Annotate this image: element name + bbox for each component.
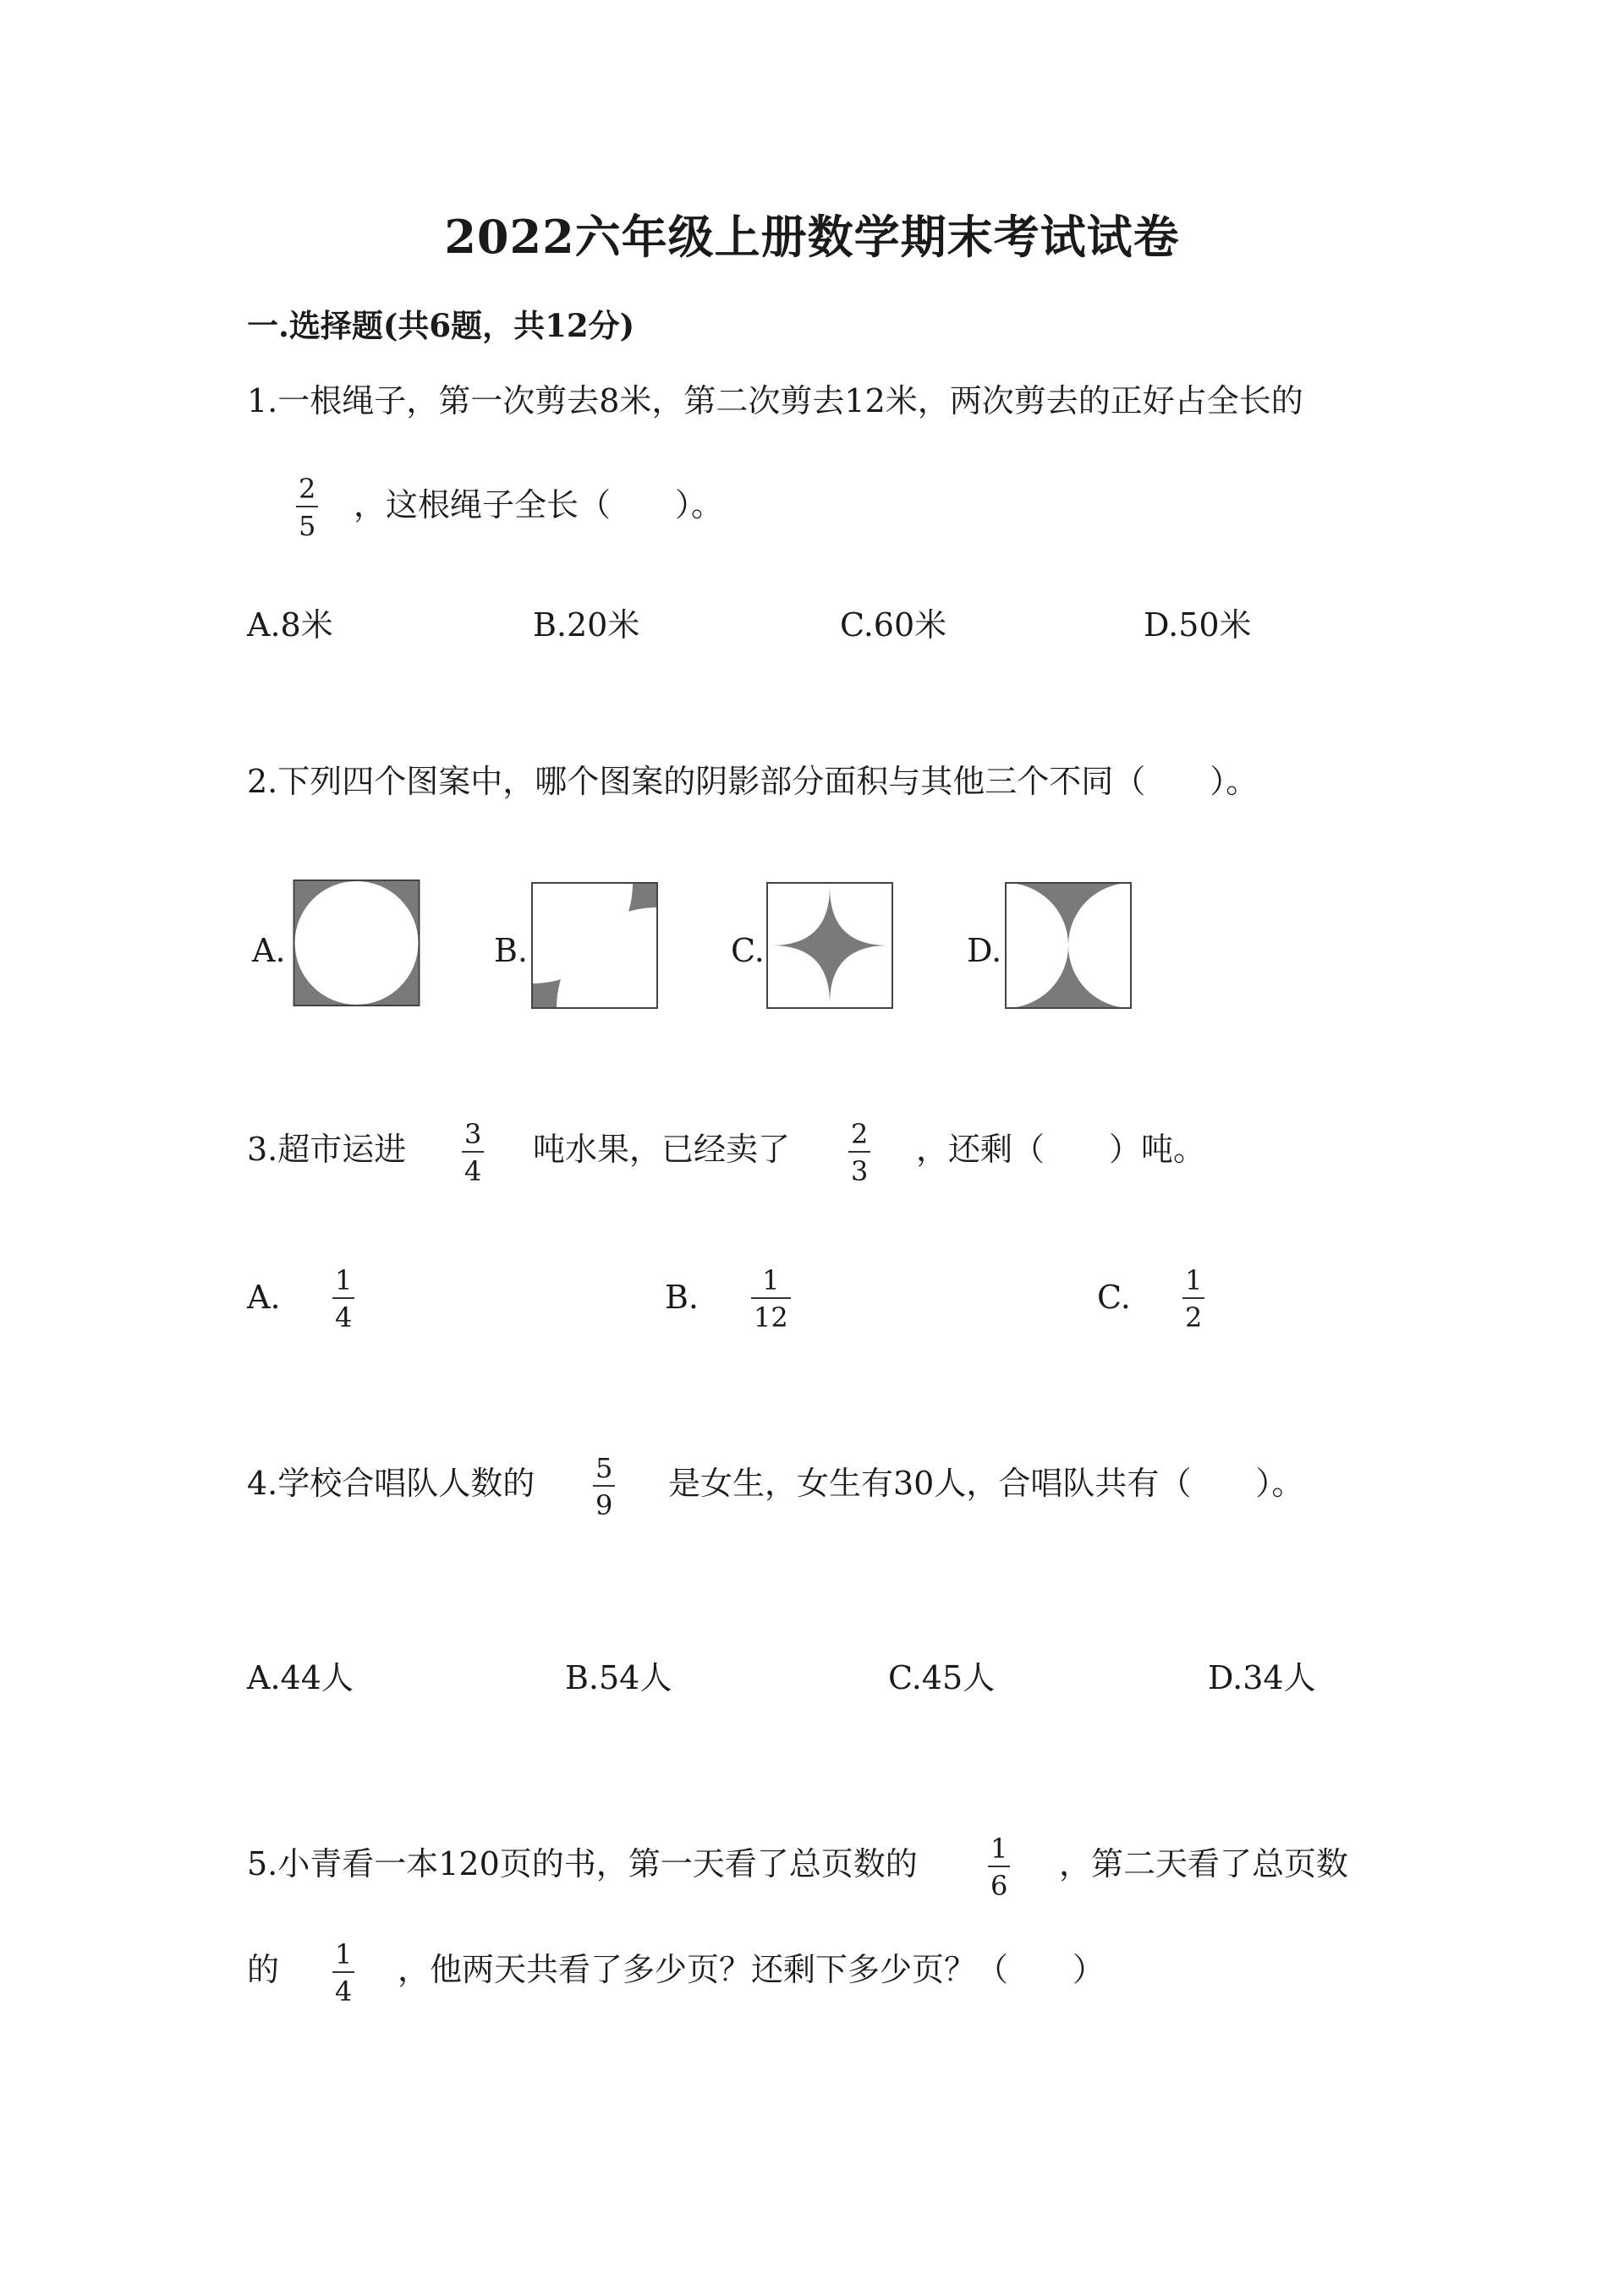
- question-5-mid: ，第二天看了总页数: [1059, 1845, 1349, 1882]
- fraction-numerator: 1: [1185, 1264, 1203, 1296]
- fraction-denominator: 2: [1185, 1301, 1203, 1334]
- question-3-option-c-label[interactable]: C.: [1097, 1279, 1131, 1316]
- question-4-option-c[interactable]: C.45人: [888, 1659, 996, 1696]
- fraction-numerator: 1: [762, 1264, 780, 1296]
- fraction-numerator: 3: [464, 1118, 482, 1150]
- fraction-denominator: 4: [464, 1155, 482, 1187]
- question-3-option-a-fraction[interactable]: [332, 1264, 354, 1334]
- question-3-fraction-2: [848, 1118, 870, 1187]
- fraction-denominator: 6: [990, 1870, 1008, 1902]
- fraction-denominator: 12: [754, 1301, 788, 1334]
- question-1-option-a[interactable]: A.8米: [247, 606, 333, 644]
- fraction-numerator: 1: [335, 1264, 353, 1296]
- question-4-prefix: 4.学校合唱队人数的: [247, 1465, 535, 1502]
- question-2-text: 2.下列四个图案中，哪个图案的阴影部分面积与其他三个不同（ ）。: [247, 763, 1259, 800]
- question-5-line2-prefix: 的: [247, 1951, 280, 1988]
- page-title: 2022六年级上册数学期末考试试卷: [444, 210, 1180, 264]
- question-4-option-d[interactable]: D.34人: [1208, 1659, 1316, 1696]
- question-3-mid: 吨水果，已经卖了: [533, 1131, 791, 1168]
- question-1-fraction: [296, 475, 318, 540]
- question-5-fraction-1: [988, 1833, 1010, 1902]
- fraction-denominator: 4: [335, 1301, 353, 1334]
- question-1-option-b[interactable]: B.20米: [533, 606, 640, 644]
- four-point-star-figure[interactable]: [766, 882, 893, 1009]
- question-4-option-b[interactable]: B.54人: [565, 1659, 672, 1696]
- question-2-option-a-label[interactable]: A.: [252, 932, 286, 969]
- fraction-denominator: 9: [595, 1489, 613, 1521]
- quarter-circles-figure[interactable]: [531, 882, 658, 1009]
- question-3-suffix: ，还剩（ ）吨。: [916, 1131, 1206, 1168]
- question-3-option-b-label[interactable]: B.: [665, 1279, 700, 1316]
- question-1-line1: 1.一根绳子，第一次剪去8米，第二次剪去12米，两次剪去的正好占全长的: [247, 382, 1303, 419]
- question-5-prefix: 5.小青看一本120页的书，第一天看了总页数的: [247, 1845, 918, 1882]
- fraction-numerator: 1: [335, 1938, 353, 1970]
- question-3-option-a-label[interactable]: A.: [247, 1279, 281, 1316]
- question-5-fraction-2: [332, 1938, 354, 2008]
- question-2-option-d-label[interactable]: D.: [967, 932, 1002, 969]
- question-5-line2-suffix: ，他两天共看了多少页？还剩下多少页？（ ）: [398, 1951, 1106, 1988]
- question-3-fraction-1: [462, 1118, 484, 1187]
- question-1-line2: ，这根绳子全长（ ）。: [354, 486, 724, 523]
- fraction-numerator: 1: [990, 1833, 1008, 1865]
- section-heading: 一.选择题(共6题，共12分): [247, 307, 635, 344]
- question-4-fraction: [593, 1452, 615, 1521]
- question-2-option-b-label[interactable]: B.: [494, 932, 529, 969]
- circle-in-square-figure[interactable]: [292, 879, 421, 1006]
- question-1-option-d[interactable]: D.50米: [1144, 606, 1252, 644]
- question-3-option-b-fraction[interactable]: [751, 1264, 791, 1334]
- question-2-option-c-label[interactable]: C.: [731, 932, 765, 969]
- question-3-prefix: 3.超市运进: [247, 1131, 407, 1168]
- question-1-option-c[interactable]: C.60米: [840, 606, 947, 644]
- fraction-denominator: 3: [851, 1155, 869, 1187]
- fraction-numerator: 2: [299, 473, 316, 505]
- fraction-denominator: 5: [299, 510, 316, 542]
- semicircles-figure[interactable]: [1005, 882, 1132, 1009]
- question-4-suffix: 是女生，女生有30人，合唱队共有（ ）。: [668, 1465, 1304, 1502]
- fraction-denominator: 4: [335, 1975, 353, 2008]
- question-3-option-c-fraction[interactable]: [1182, 1264, 1204, 1334]
- fraction-numerator: 5: [595, 1452, 613, 1484]
- question-4-option-a[interactable]: A.44人: [247, 1659, 354, 1696]
- fraction-numerator: 2: [851, 1118, 869, 1150]
